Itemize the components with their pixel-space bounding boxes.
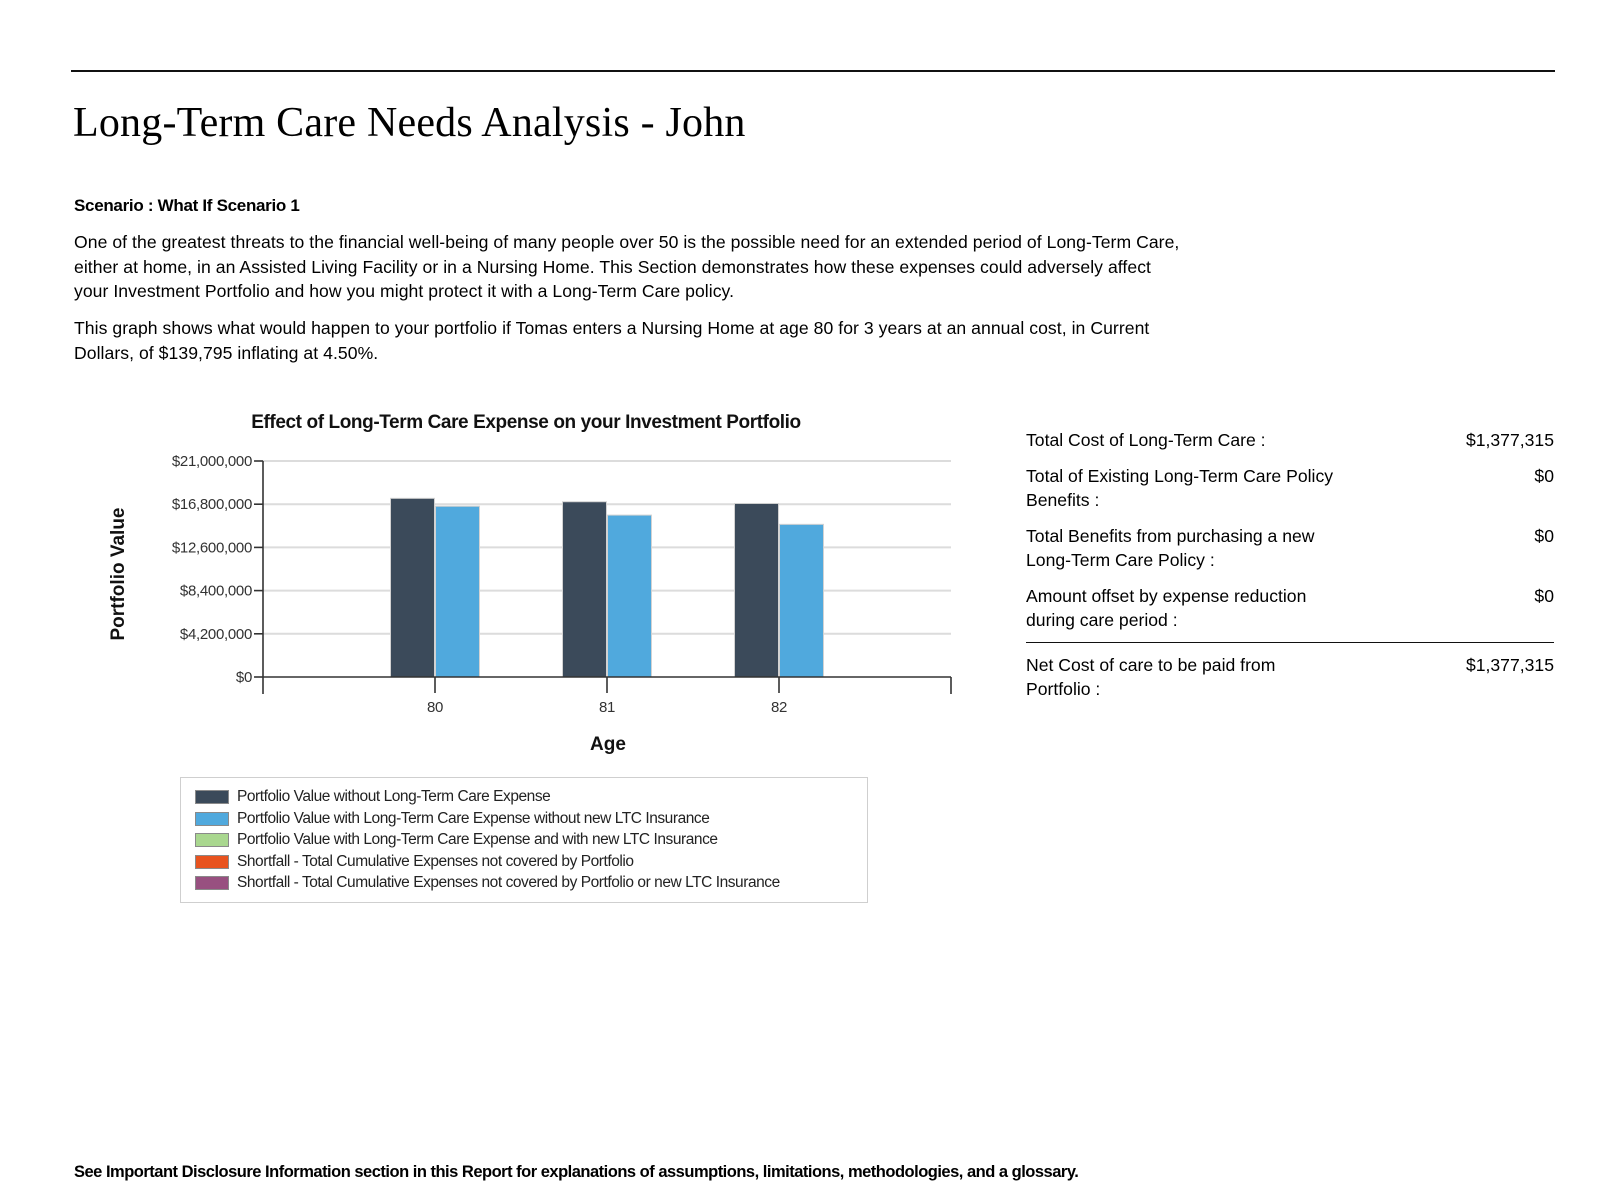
legend-swatch bbox=[195, 812, 229, 826]
page-title: Long-Term Care Needs Analysis - John bbox=[73, 100, 746, 146]
legend-swatch bbox=[195, 833, 229, 847]
summary-label: Total Cost of Long-Term Care : bbox=[1026, 430, 1266, 450]
y-axis-title: Portfolio Value bbox=[108, 507, 129, 641]
summary-row-total-cost bbox=[1026, 428, 1554, 452]
legend-item bbox=[195, 874, 780, 892]
legend-item bbox=[195, 810, 709, 828]
legend-label: Portfolio Value with Long-Term Care Expense without new LTC Insurance bbox=[237, 809, 710, 827]
summary-label: Total of Existing Long-Term Care Policy Benefits : bbox=[1026, 466, 1334, 510]
bar bbox=[391, 498, 435, 677]
bar bbox=[436, 506, 480, 677]
legend-item bbox=[195, 853, 634, 871]
bar bbox=[780, 524, 824, 677]
y-tick-labels bbox=[172, 453, 263, 686]
legend-swatch bbox=[195, 790, 229, 804]
x-tick-label: 80 bbox=[426, 699, 444, 716]
scenario-label: Scenario : What If Scenario 1 bbox=[74, 196, 300, 215]
chart-legend bbox=[180, 777, 868, 903]
summary-row-existing-benefits bbox=[1026, 464, 1554, 512]
summary-value: $1,377,315 bbox=[1465, 430, 1554, 450]
summary-row-new-policy-benefits bbox=[1026, 524, 1554, 572]
legend-item bbox=[195, 831, 718, 849]
legend-swatch bbox=[195, 876, 229, 890]
intro-paragraph: One of the greatest threats to the financial well-being of many people over 50 is the possible need for an extended period of Long-Term Care, either at home, in an Assisted Living Facility or in a Nursing Home. This Section demonstrates how these expenses could adversely affect your Investment Portfolio and how you might protect it with a Long-Term Care policy. bbox=[74, 232, 1180, 301]
y-tick-label: $8,400,000 bbox=[179, 582, 252, 600]
legend-item bbox=[195, 788, 550, 806]
legend-label: Shortfall - Total Cumulative Expenses not covered by Portfolio bbox=[237, 852, 634, 870]
cost-summary bbox=[1026, 428, 1554, 701]
summary-label: Amount offset by expense reduction during care period : bbox=[1026, 586, 1307, 630]
x-axis-title: Age bbox=[590, 734, 626, 755]
legend-label: Shortfall - Total Cumulative Expenses not covered by Portfolio or new LTC Insurance bbox=[237, 874, 780, 891]
y-tick-label: $16,800,000 bbox=[171, 496, 252, 514]
legend-swatch bbox=[195, 855, 229, 869]
legend-label: Portfolio Value with Long-Term Care Expense and with new LTC Insurance bbox=[237, 831, 718, 848]
summary-value: $0 bbox=[1534, 586, 1554, 606]
summary-value: $0 bbox=[1534, 466, 1554, 486]
bar bbox=[735, 503, 779, 677]
bar bbox=[608, 515, 652, 677]
summary-row-expense-offset bbox=[1026, 584, 1554, 632]
summary-value: $1,377,315 bbox=[1465, 655, 1554, 675]
summary-row-net-cost bbox=[1026, 653, 1554, 701]
x-tick-label: 81 bbox=[598, 699, 616, 716]
y-tick-label: $4,200,000 bbox=[179, 625, 252, 643]
bars bbox=[391, 498, 824, 677]
disclosure-footer: See Important Disclosure Information section in this Report for explanations of assumptions, limitations, methodologies, and a glossary. bbox=[74, 1163, 1079, 1181]
graph-description-paragraph: This graph shows what would happen to your portfolio if Tomas enters a Nursing Home at age 80 for 3 years at an annual cost, in Current Dollars, of $139,795 inflating at 4.50%. bbox=[74, 318, 1150, 363]
summary-divider bbox=[1026, 642, 1554, 643]
y-tick-label: $0 bbox=[235, 669, 252, 686]
x-tick-label: 82 bbox=[770, 699, 788, 716]
summary-value: $0 bbox=[1534, 526, 1554, 546]
legend-label: Portfolio Value without Long-Term Care Expense bbox=[237, 788, 551, 805]
chart-title: Effect of Long-Term Care Expense on your Investment Portfolio bbox=[251, 412, 801, 433]
summary-label: Total Benefits from purchasing a new Long-Term Care Policy : bbox=[1026, 526, 1315, 570]
y-tick-label: $21,000,000 bbox=[171, 453, 252, 470]
y-tick-label: $12,600,000 bbox=[171, 539, 252, 557]
bar bbox=[563, 502, 607, 677]
summary-label: Net Cost of care to be paid from Portfolio : bbox=[1026, 655, 1276, 699]
x-tick-labels bbox=[427, 677, 787, 716]
